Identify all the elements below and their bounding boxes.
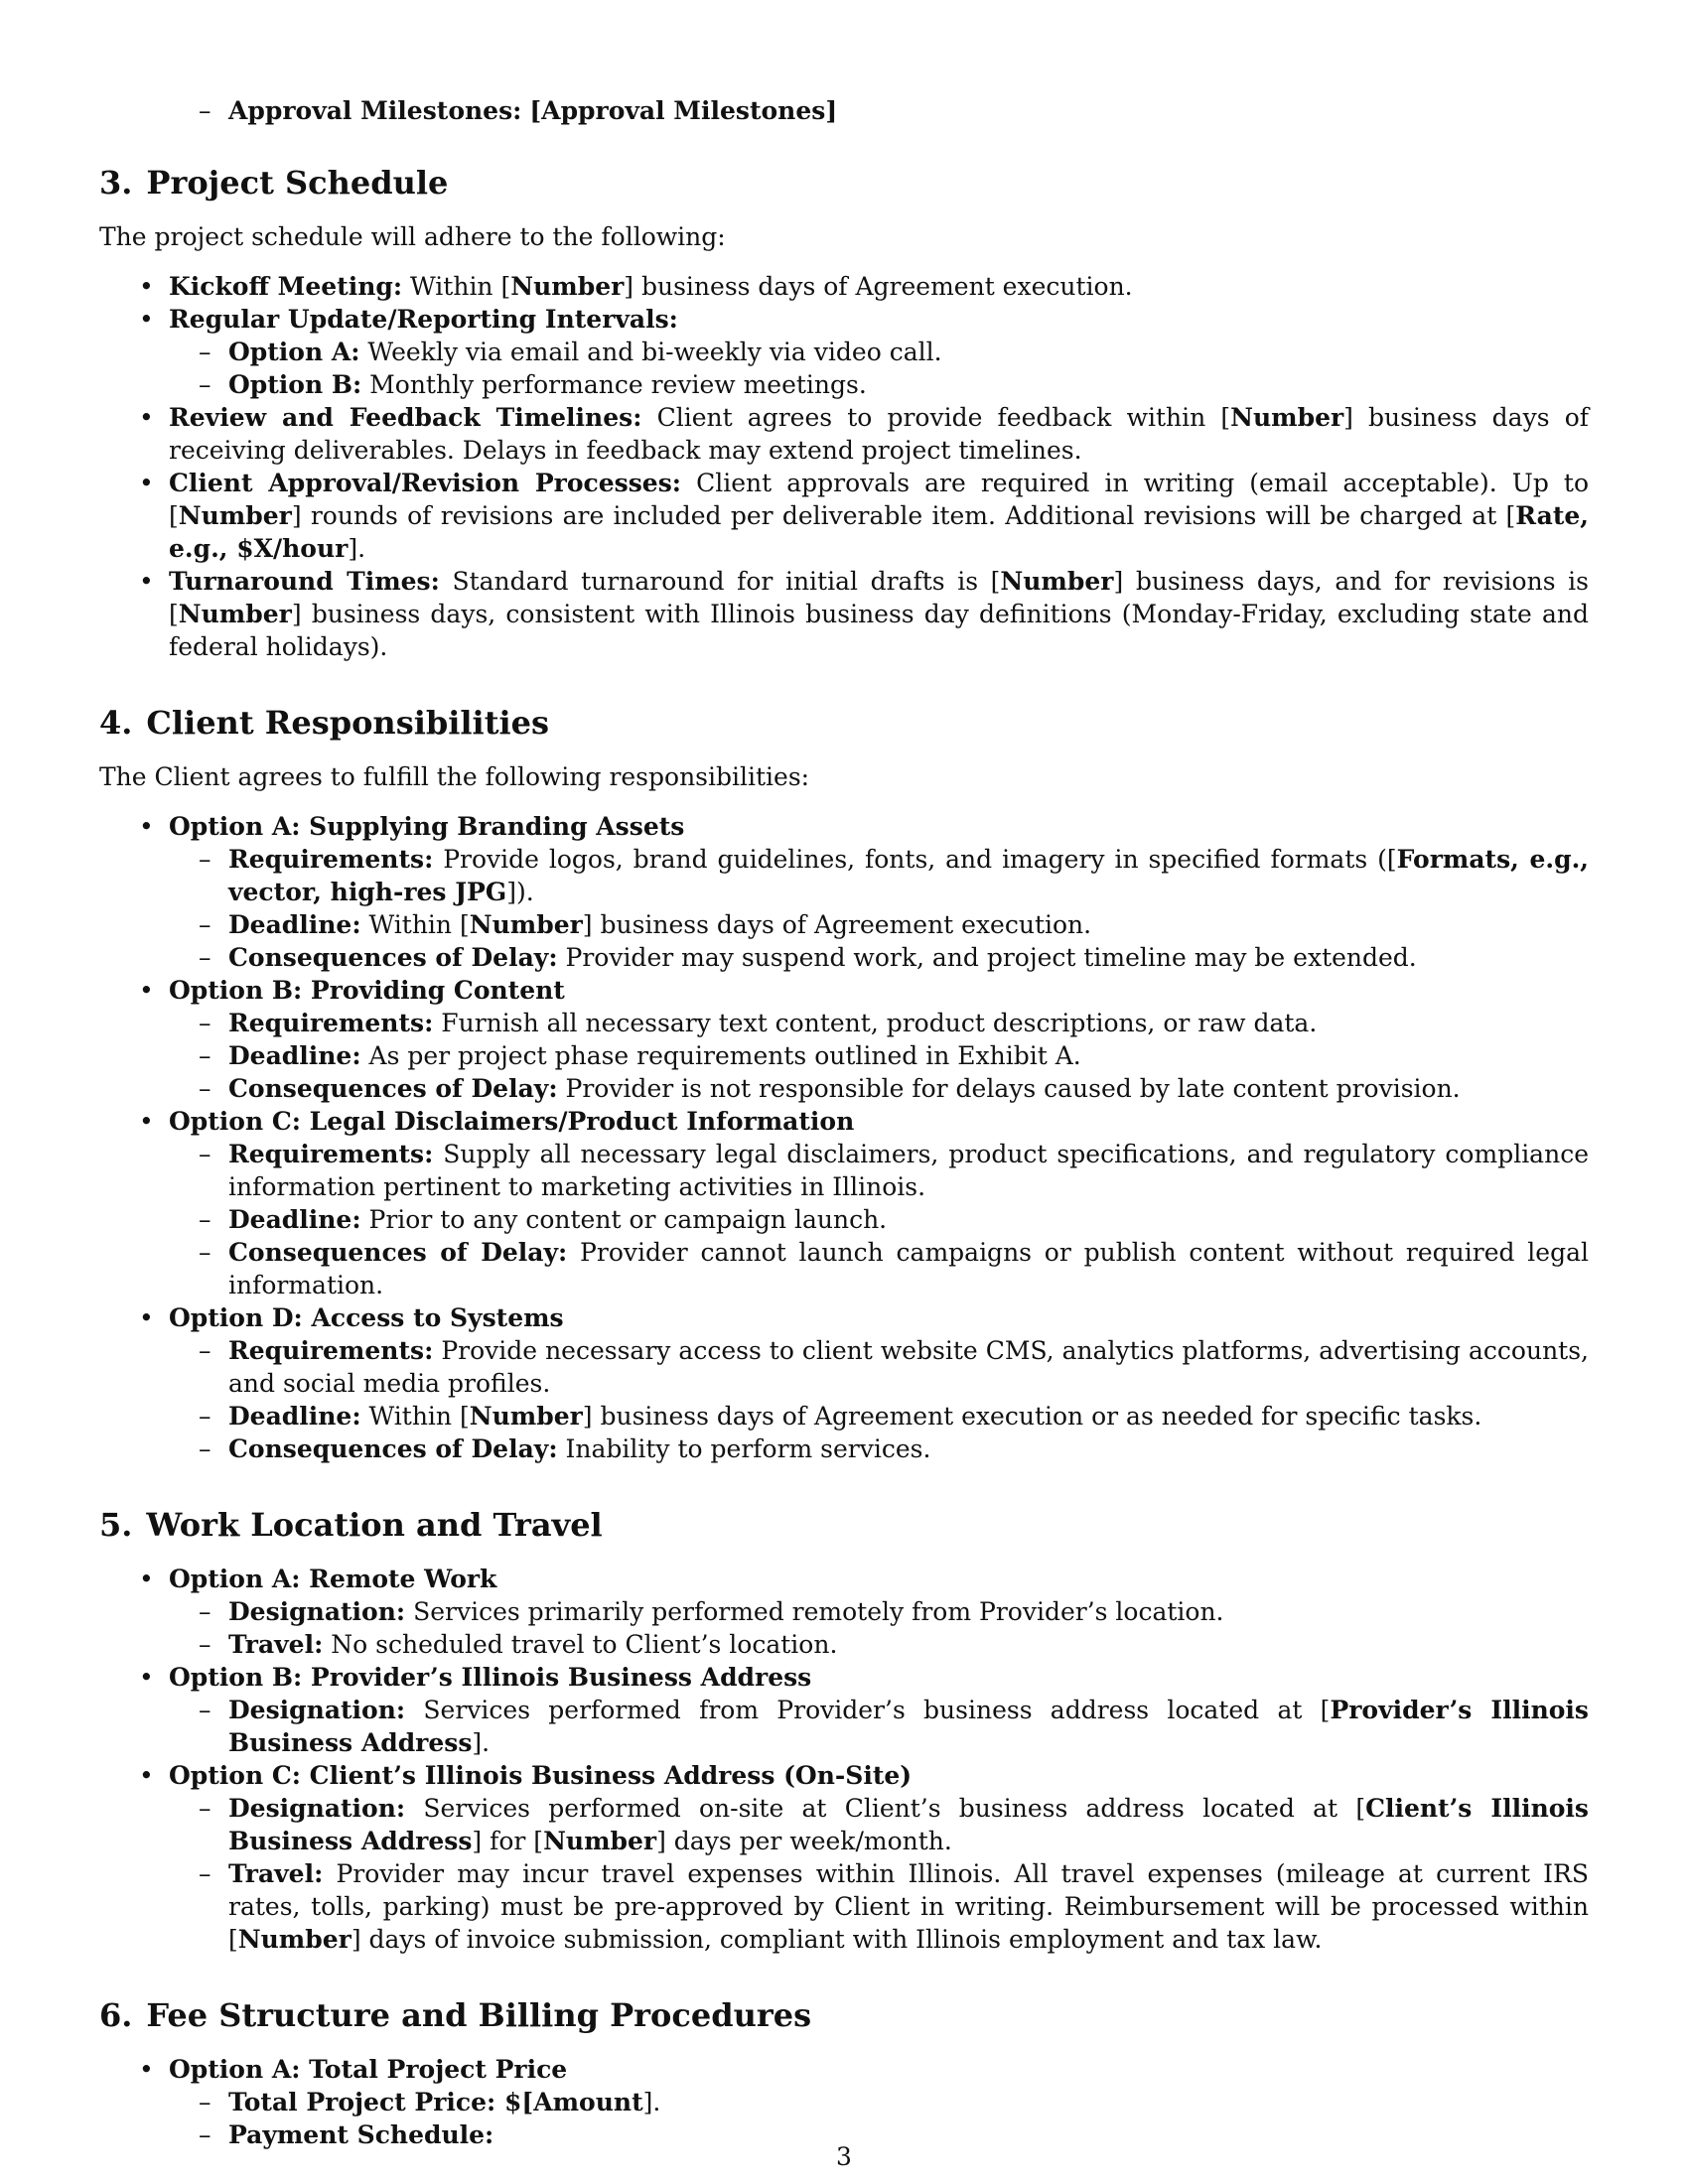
- sub-item-deadline: – Deadline: Within [Number] business days of Agreement execution or as needed for specific tasks.: [169, 1400, 1589, 1433]
- section-3-heading: 3. Project Schedule: [99, 164, 449, 202]
- sub-item-requirements: – Requirements: Provide logos, brand guidelines, fonts, and imagery in specified formats ([Formats, e.g., vector, high-res JPG]).: [169, 843, 1589, 908]
- sub-item-deadline: – Deadline: Within [Number] business days of Agreement execution.: [169, 908, 1589, 941]
- list-item-option-a: • Option A: Total Project Price – Total Project Price: $[Amount]. – Payment Schedule:: [99, 2053, 1589, 2151]
- document-page: [99, 94, 1589, 2151]
- section-3-intro: The project schedule will adhere to the following:: [99, 222, 726, 251]
- list-item-reporting: • Regular Update/Reporting Intervals: – Option A: Weekly via email and bi-weekly via video call. – Option B: Monthly performance review meetings.: [99, 303, 1589, 401]
- approval-milestones-item: – Approval Milestones: [Approval Milestones]: [99, 94, 1589, 127]
- section-6-list: [99, 2053, 1589, 2151]
- list-item-option-b: • Option B: Provider’s Illinois Business Address – Designation: Services performed from Provider’s business address located at [Provider’s Illinois Business Address].: [99, 1661, 1589, 1759]
- sub-item-delay: – Consequences of Delay: Provider cannot launch campaigns or publish content without required legal information.: [169, 1236, 1589, 1301]
- list-item-option-c: • Option C: Legal Disclaimers/Product Information – Requirements: Supply all necessary legal disclaimers, product specifications, and regulatory compliance information pertinent to marketing activities in Illinois. – Deadline: Prior to any content or campaign launch. – Consequences of Delay: Provider cannot launch campaigns or publish content without required legal information.: [99, 1105, 1589, 1301]
- sub-item-deadline: – Deadline: Prior to any content or campaign launch.: [169, 1203, 1589, 1236]
- list-item-approval: • Client Approval/Revision Processes: Client approvals are required in writing (email acceptable). Up to [Number] rounds of revisions are included per deliverable item. Additional revisions will be charged at [Rate, e.g., $X/hour].: [99, 467, 1589, 565]
- page-number: 3: [836, 2142, 852, 2171]
- sub-item-designation: – Designation: Services performed from Provider’s business address located at [Provider’s Illinois Business Address].: [169, 1694, 1589, 1759]
- sub-item-delay: – Consequences of Delay: Provider is not responsible for delays caused by late content provision.: [169, 1072, 1589, 1105]
- section-4-intro: The Client agrees to fulfill the following responsibilities:: [99, 762, 810, 791]
- section-5-heading: 5. Work Location and Travel: [99, 1506, 603, 1544]
- sub-item-designation: – Designation: Services primarily performed remotely from Provider’s location.: [169, 1595, 1589, 1628]
- sub-item-travel: – Travel: Provider may incur travel expenses within Illinois. All travel expenses (mileage at current IRS rates, tolls, parking) must be pre-approved by Client in writing. Reimbursement will be processed within [Number] days of invoice submission, compliant with Illinois employment and tax law.: [169, 1857, 1589, 1956]
- list-item-option-b: • Option B: Providing Content – Requirements: Furnish all necessary text content, product descriptions, or raw data. – Deadline: As per project phase requirements outlined in Exhibit A. – Consequences of Delay: Provider is not responsible for delays caused by late content provision.: [99, 974, 1589, 1105]
- sub-item-travel: – Travel: No scheduled travel to Client’s location.: [169, 1628, 1589, 1661]
- list-item-option-c: • Option C: Client’s Illinois Business Address (On-Site) – Designation: Services performed on-site at Client’s business address located at [Client’s Illinois Business Address] for [Number] days per week/month. – Travel: Provider may incur travel expenses within Illinois. All travel expenses (mileage at current IRS rates, tolls, parking) must be pre-approved by Client in writing. Reimbursement will be processed within [Number] days of invoice submission, compliant with Illinois employment and tax law.: [99, 1759, 1589, 1956]
- sub-item-deadline: – Deadline: As per project phase requirements outlined in Exhibit A.: [169, 1039, 1589, 1072]
- sub-item-delay: – Consequences of Delay: Provider may suspend work, and project timeline may be extended.: [169, 941, 1589, 974]
- sub-item-total-price: – Total Project Price: $[Amount].: [169, 2086, 1589, 2118]
- list-item-reporting-option-b: – Option B: Monthly performance review meetings.: [169, 368, 1589, 401]
- list-item-option-a: • Option A: Supplying Branding Assets – Requirements: Provide logos, brand guidelines, fonts, and imagery in specified formats ([Formats, e.g., vector, high-res JPG]). – Deadline: Within [Number] business days of Agreement execution. – Consequences of Delay: Provider may suspend work, and project timeline may be extended.: [99, 810, 1589, 974]
- sub-item-designation: – Designation: Services performed on-site at Client’s business address located at [Client’s Illinois Business Address] for [Number] days per week/month.: [169, 1792, 1589, 1857]
- section-6-heading: 6. Fee Structure and Billing Procedures: [99, 1996, 812, 2034]
- sub-item-requirements: – Requirements: Furnish all necessary text content, product descriptions, or raw data.: [169, 1007, 1589, 1039]
- list-item-option-d: • Option D: Access to Systems – Requirements: Provide necessary access to client website CMS, analytics platforms, advertising accounts, and social media profiles. – Deadline: Within [Number] business days of Agreement execution or as needed for specific tasks. – Consequences of Delay: Inability to perform services.: [99, 1301, 1589, 1465]
- sub-item-requirements: – Requirements: Supply all necessary legal disclaimers, product specifications, and regulatory compliance information pertinent to marketing activities in Illinois.: [169, 1138, 1589, 1203]
- sub-item-payment-schedule: – Payment Schedule:: [169, 2118, 1589, 2151]
- sub-item-delay: – Consequences of Delay: Inability to perform services.: [169, 1433, 1589, 1465]
- section-5-list: [99, 1563, 1589, 1956]
- section-3-list: [99, 270, 1589, 663]
- list-item-option-a: • Option A: Remote Work – Designation: Services primarily performed remotely from Provider’s location. – Travel: No scheduled travel to Client’s location.: [99, 1563, 1589, 1661]
- section-4-heading: 4. Client Responsibilities: [99, 704, 550, 742]
- sub-item-requirements: – Requirements: Provide necessary access to client website CMS, analytics platforms, advertising accounts, and social media profiles.: [169, 1334, 1589, 1400]
- list-item-kickoff: • Kickoff Meeting: Within [Number] business days of Agreement execution.: [99, 270, 1589, 303]
- list-item-reporting-option-a: – Option A: Weekly via email and bi-weekly via video call.: [169, 336, 1589, 368]
- list-item-turnaround: • Turnaround Times: Standard turnaround for initial drafts is [Number] business days, and for revisions is [Number] business days, consistent with Illinois business day definitions (Monday-Friday, excluding state and federal holidays).: [99, 565, 1589, 663]
- list-item-review: • Review and Feedback Timelines: Client agrees to provide feedback within [Number] business days of receiving deliverables. Delays in feedback may extend project timelines.: [99, 401, 1589, 467]
- section-4-list: [99, 810, 1589, 1465]
